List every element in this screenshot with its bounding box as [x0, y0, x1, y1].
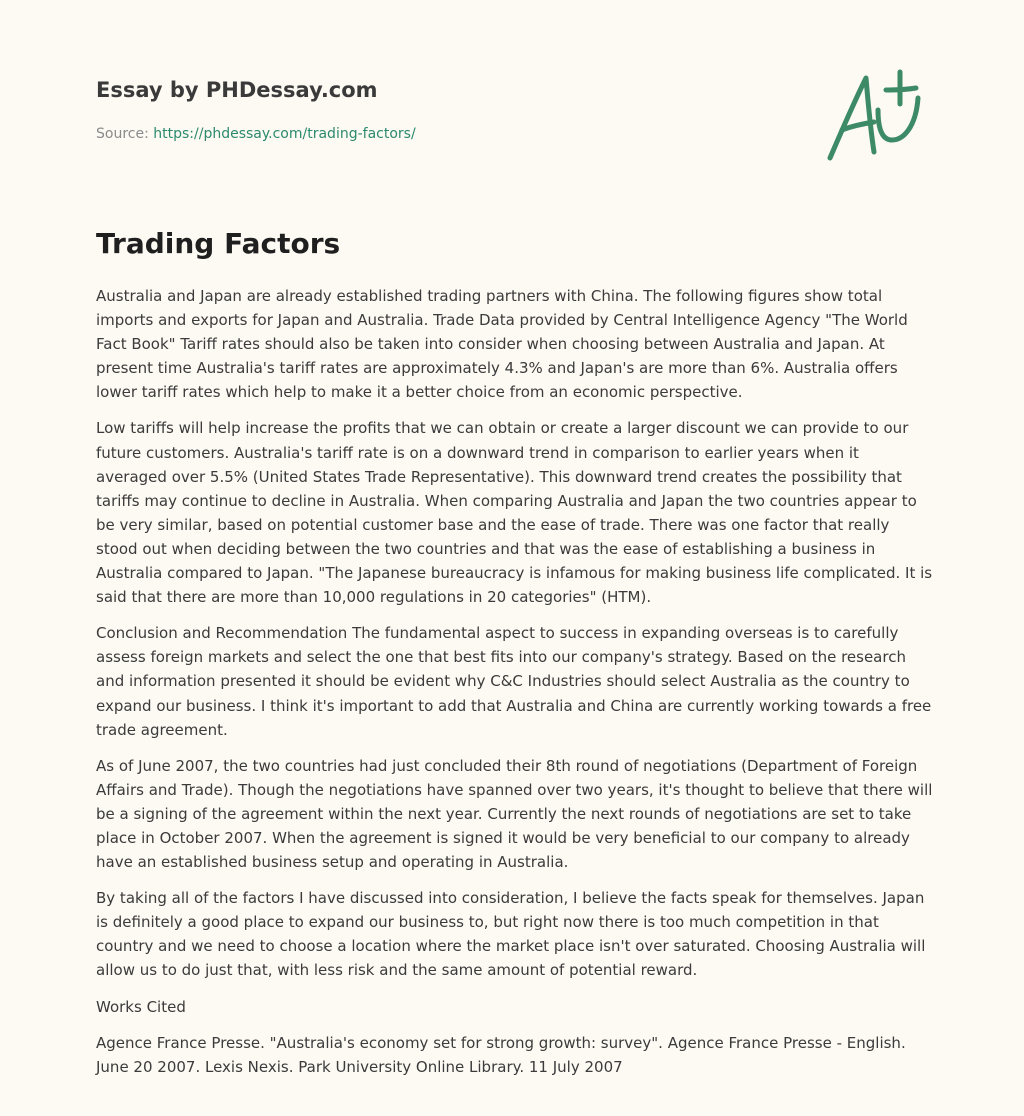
works-cited-heading: Works Cited — [96, 997, 186, 1016]
paragraph: Conclusion and Recommendation The fundamental aspect to success in expanding overseas is to carefully assess foreign markets and select the one that best fits into our company's strategy. Based on the research and information presented it should be evident why C&C Industries should select Australia as the country to expand our business. I think it's important to add that Australia and China are currently working towards a free trade agreement. — [96, 624, 932, 739]
paragraph: As of June 2007, the two countries had just concluded their 8th round of negotiations (Department of Foreign Affairs and Trade). Though the negotiations have spanned over two years, it's thought to believe that there will be a signing of the agreement within the next year. Currently the next rounds of negotiations are set to take place in October 2007. When the agreement is signed it would be very beneficial to our company to already have an established business setup and operating in Australia. — [96, 756, 933, 872]
source-line — [96, 124, 736, 144]
paragraph: Low tariffs will help increase the profits that we can obtain or create a larger discount we can provide to our future customers. Australia's tariff rate is on a downward trend in comparison to earlier years when it averaged over 5.5% (United States Trade Representative). This downward trend creates the possibility that tariffs may continue to decline in Australia. When comparing Australia and Japan the two countries appear to be very similar, based on potential customer base and the ease of trade. There was one factor that really stood out when deciding between the two countries and that was the ease of establishing a business in Australia compared to Japan. "The Japanese bureaucracy is infamous for making business life complicated. It is said that there are more than 10,000 regulations in 20 categories" (HTM). — [96, 419, 933, 607]
essay-title: Trading Factors — [96, 227, 341, 260]
essay-header — [96, 75, 736, 144]
source-link[interactable]: https://phdessay.com/trading-factors/ — [153, 126, 416, 142]
a-plus-logo-icon — [820, 68, 930, 168]
essay-body — [96, 284, 934, 1091]
citation: Agence France Presse. "Australia's economy set for strong growth: survey". Agence France Presse - English. June 20 2007. Lexis Nexis. Park University Online Library. 11 July 2007 — [96, 1033, 906, 1076]
paragraph: By taking all of the factors I have discussed into consideration, I believe the facts speak for themselves. Japan is definitely a good place to expand our business to, but right now there is too much competition in that country and we need to choose a location where the market place isn't over saturated. Choosing Australia will allow us to do just that, with less risk and the same amount of potential reward. — [96, 889, 926, 980]
paragraph: Australia and Japan are already established trading partners with China. The following figures show total imports and exports for Japan and Australia. Trade Data provided by Central Intelligence Agency "The World Fact Book" Tariff rates should also be taken into consider when choosing between Australia and Japan. At present time Australia's tariff rates are approximately 4.3% and Japan's are more than 6%. Australia offers lower tariff rates which help to make it a better choice from an economic perspective. — [96, 287, 908, 402]
site-brand: Essay by PHDessay.com — [96, 78, 378, 102]
source-label: Source: — [96, 126, 154, 142]
